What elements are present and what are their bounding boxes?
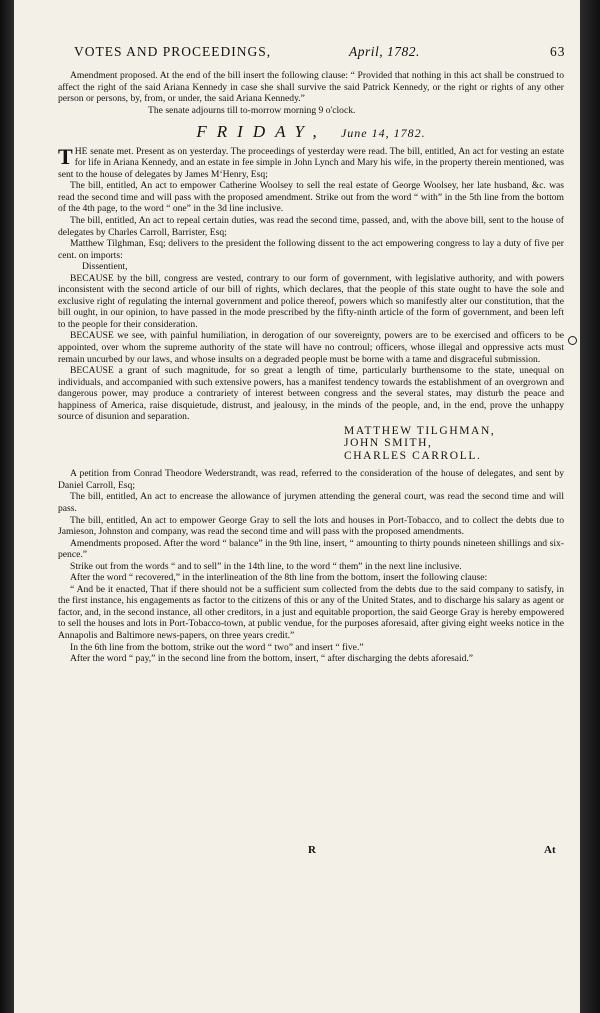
header-month: April, 1782. — [349, 44, 420, 59]
paragraph-jurymen: The bill, entitled, An act to encrease the allowance of jurymen attending the general court, was read the second time and will pass. — [58, 491, 564, 514]
paragraph-after-recovered: After the word “ recovered,” in the interlineation of the 8th line from the bottom, insert the following clause: — [70, 572, 488, 584]
day-heading — [58, 122, 564, 142]
page-text — [58, 70, 564, 665]
paragraph-senate-met-text: HE senate met. Present as on yesterday. The proceedings of yesterday were read. The bill, entitled, An act for vesting an estate for life in Ariana Kennedy, and an estate in fee simple in John Lynch and Mary his wife, in the property therein mentioned, was sent to the house of delegates by James M‘Henry, Esq; — [58, 145, 564, 180]
signature-carroll: CHARLES CARROLL. — [344, 449, 482, 462]
dissentient-label: Dissentient, — [82, 261, 128, 273]
margin-ring-mark — [568, 336, 577, 345]
paragraph-after-pay: After the word “ pay,” in the second line from the bottom, insert, “ after discharging the debts aforesaid.” — [70, 653, 474, 665]
drop-cap: T — [58, 143, 73, 169]
paragraph-senate-met — [58, 143, 564, 181]
paragraph-woolsey-bill: The bill, entitled, An act to empower Catherine Woolsey to sell the real estate of George Woolsey, her late husband, &c. was read the second time and will pass with the proposed amendment. Strike out from the word “ with” in the 5th line from the bottom of the 4th page, to the word “ one” in the 3d line inclusive. — [58, 180, 564, 215]
catchword: At — [544, 844, 556, 856]
paragraph-amendments: Amendments proposed. After the word “ balance” in the 9th line, insert, “ amounting to thirty pounds nineteen shillings and six-pence.” — [58, 537, 564, 561]
scan-right-edge — [580, 0, 600, 1013]
paragraph-because-3: BECAUSE a grant of such magnitude, for so great a length of time, particularly burthensome to the state, unequal on individuals, and accompanied with such extensive powers, has a manifest tendency towards the establishment of an overgrown and dangerous power, may produce a contrariety of interest between congress and the several states, may disturb the peace and happiness of America, raise disquietude, distrust, and jealousy, in the minds of the people, and, in the end, prove the unhappy source of disunion and separation. — [58, 365, 564, 423]
signature-mark: R — [308, 844, 316, 856]
paragraph-because-1: BECAUSE by the bill, congress are vested, contrary to our form of government, with legislative authority, and with powers inconsistent with the second article of our bill of rights, which declares, that the people of this state ought to have the sole and exclusive right of regulating the internal government and police thereof, powers which so manifestly alter our constitution, that the bill ought, in our opinion, to have passed in the mode prescribed by the fifty-ninth article of the form of government, and been left to the people for their consideration. — [58, 272, 564, 330]
amendment-paragraph: Amendment proposed. At the end of the bill insert the following clause: “ Provided that nothing in this act shall be construed to affect the right of the said Ariana Kennedy in case she shall survive the said Patrick Kennedy, or the right or rights of any other person or persons, by, from, or under, the said Ariana Kennedy.” — [58, 70, 564, 105]
document-page — [14, 0, 580, 1013]
paragraph-repeal-duties: The bill, entitled, An act to repeal certain duties, was read the second time, passed, and, with the above bill, sent to the house of delegates by Charles Carroll, Barrister, Esq; — [58, 215, 564, 238]
page-number: 63 — [550, 44, 566, 59]
paragraph-dissent-intro: Matthew Tilghman, Esq; delivers to the president the following dissent to the act empowering congress to lay a duty of five per cent. on imports: — [58, 238, 564, 261]
day-date: June 14, 1782. — [340, 126, 426, 141]
paragraph-petition: A petition from Conrad Theodore Wederstrandt, was read, referred to the consideration of the house of delegates, and sent by Daniel Carroll, Esq; — [58, 468, 564, 491]
scan-left-edge — [0, 0, 14, 1013]
signature-block — [344, 425, 564, 463]
paragraph-gray-bill: The bill, entitled, An act to empower George Gray to sell the lots and houses in Port-Tobacco, and to collect the debts due to Jamieson, Johnston and company, was read the second time and will pass with the proposed amendments. — [58, 514, 564, 538]
paragraph-sixth-line: In the 6th line from the bottom, strike out the word “ two” and insert “ five.” — [70, 641, 364, 653]
adjourn-line: The senate adjourns till to-morrow morning 9 o'clock. — [148, 104, 356, 116]
paragraph-strike-out: Strike out from the words “ and to sell” in the 14th line, to the word “ them” in the next line inclusive. — [70, 560, 462, 572]
signature-smith: JOHN SMITH, — [344, 437, 433, 450]
paragraph-because-2: BECAUSE we see, with painful humiliation, in derogation of our sovereignty, powers are to be exercised and officers to be appointed, over whom the supreme authority of the state will have no controul; officers, whose illegal and oppressive acts must remain uncurbed by our laws, and whose insults on a degraded people must be borne with a tame and disgraceful submission. — [58, 330, 564, 365]
signature-tilghman: MATTHEW TILGHMAN, — [344, 424, 496, 437]
day-name: FRIDAY, — [196, 122, 327, 142]
header-title: VOTES AND PROCEEDINGS, — [74, 44, 272, 59]
paragraph-clause: “ And be it enacted, That if there should not be a sufficient sum collected from the debts due to the said company to satisfy, in the first instance, his engagements as factor to the citizens of this or any of the United States, and to discharge his salary as agent or factor, and, in the second instance, all other creditors, in a just and equitable proportion, the said George Gray is hereby empowered to sell the houses and lots in Port-Tobacco-town, at public vendue, for the purposes aforesaid, after giving eight weeks notice in the Annapolis and Baltimore news-papers, on three years credit.” — [58, 583, 564, 642]
